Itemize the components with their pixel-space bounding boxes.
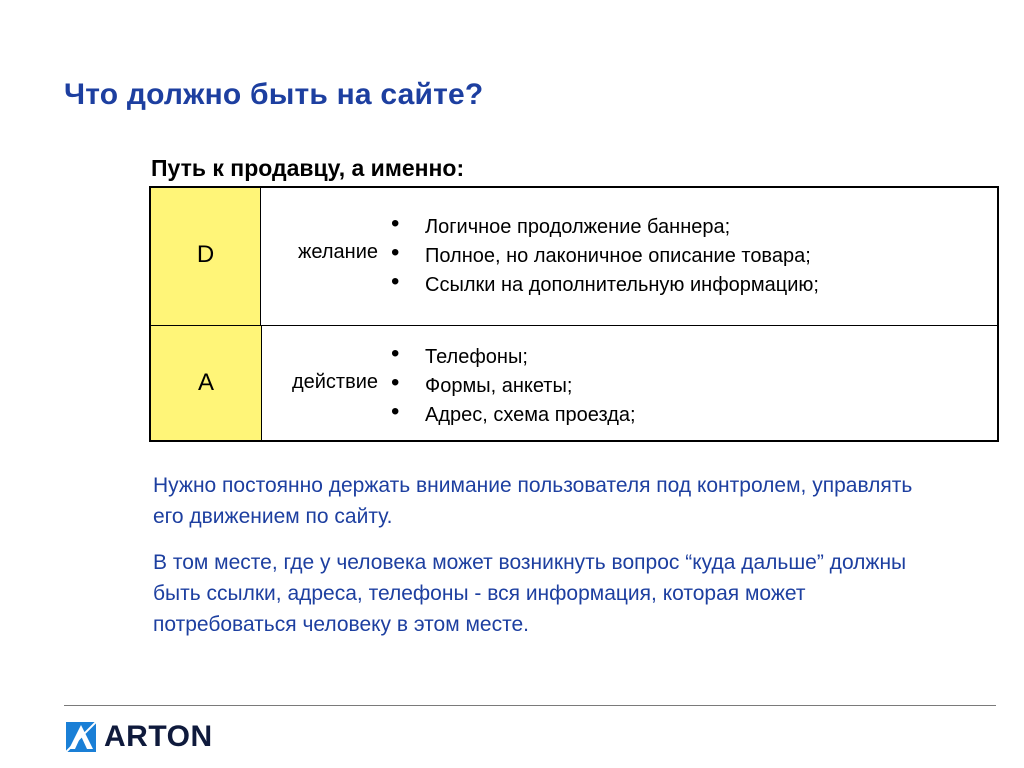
bullet-icon: • (391, 369, 400, 396)
list-item: • Ссылки на дополнительную информацию; (391, 268, 819, 296)
list-item: • Телефоны; (391, 340, 528, 368)
arton-logo (66, 721, 213, 753)
slide-subtitle: Путь к продавцу, а именно: (151, 155, 465, 181)
list-item: • Адрес, схема проезда; (391, 398, 636, 426)
bullet-list (391, 210, 819, 300)
body-paragraph: В том месте, где у человека может возникнуть вопрос “куда дальше” должны быть ссылки, адреса, телефоны - вся информация, которая может потребоваться человеку в этом месте. (153, 551, 907, 636)
slide-title: Что должно быть на сайте? (64, 78, 484, 111)
letter-cell: D (151, 188, 261, 325)
list-item: • Полное, но лаконичное описание товара; (391, 239, 811, 267)
table-row-action (151, 326, 997, 440)
bullet-icon: • (391, 210, 400, 237)
list-item: • Формы, анкеты; (391, 369, 573, 397)
arton-logo-icon (66, 722, 96, 752)
bullet-icon: • (391, 239, 400, 266)
footer-divider (64, 705, 996, 706)
letter-cell: A (151, 326, 262, 440)
row-label: желание (298, 241, 378, 263)
bullet-icon: • (391, 340, 400, 367)
aida-table (149, 186, 999, 442)
bullet-icon: • (391, 268, 400, 295)
bullet-list (391, 340, 636, 430)
row-label: действие (291, 371, 378, 393)
bullet-icon: • (391, 398, 400, 425)
list-item: • Логичное продолжение баннера; (391, 210, 731, 238)
table-row-desire (151, 188, 997, 326)
logo-text: ARTON (104, 720, 213, 753)
body-paragraph: Нужно постоянно держать внимание пользователя под контролем, управлять его движением по сайту. (153, 474, 913, 528)
